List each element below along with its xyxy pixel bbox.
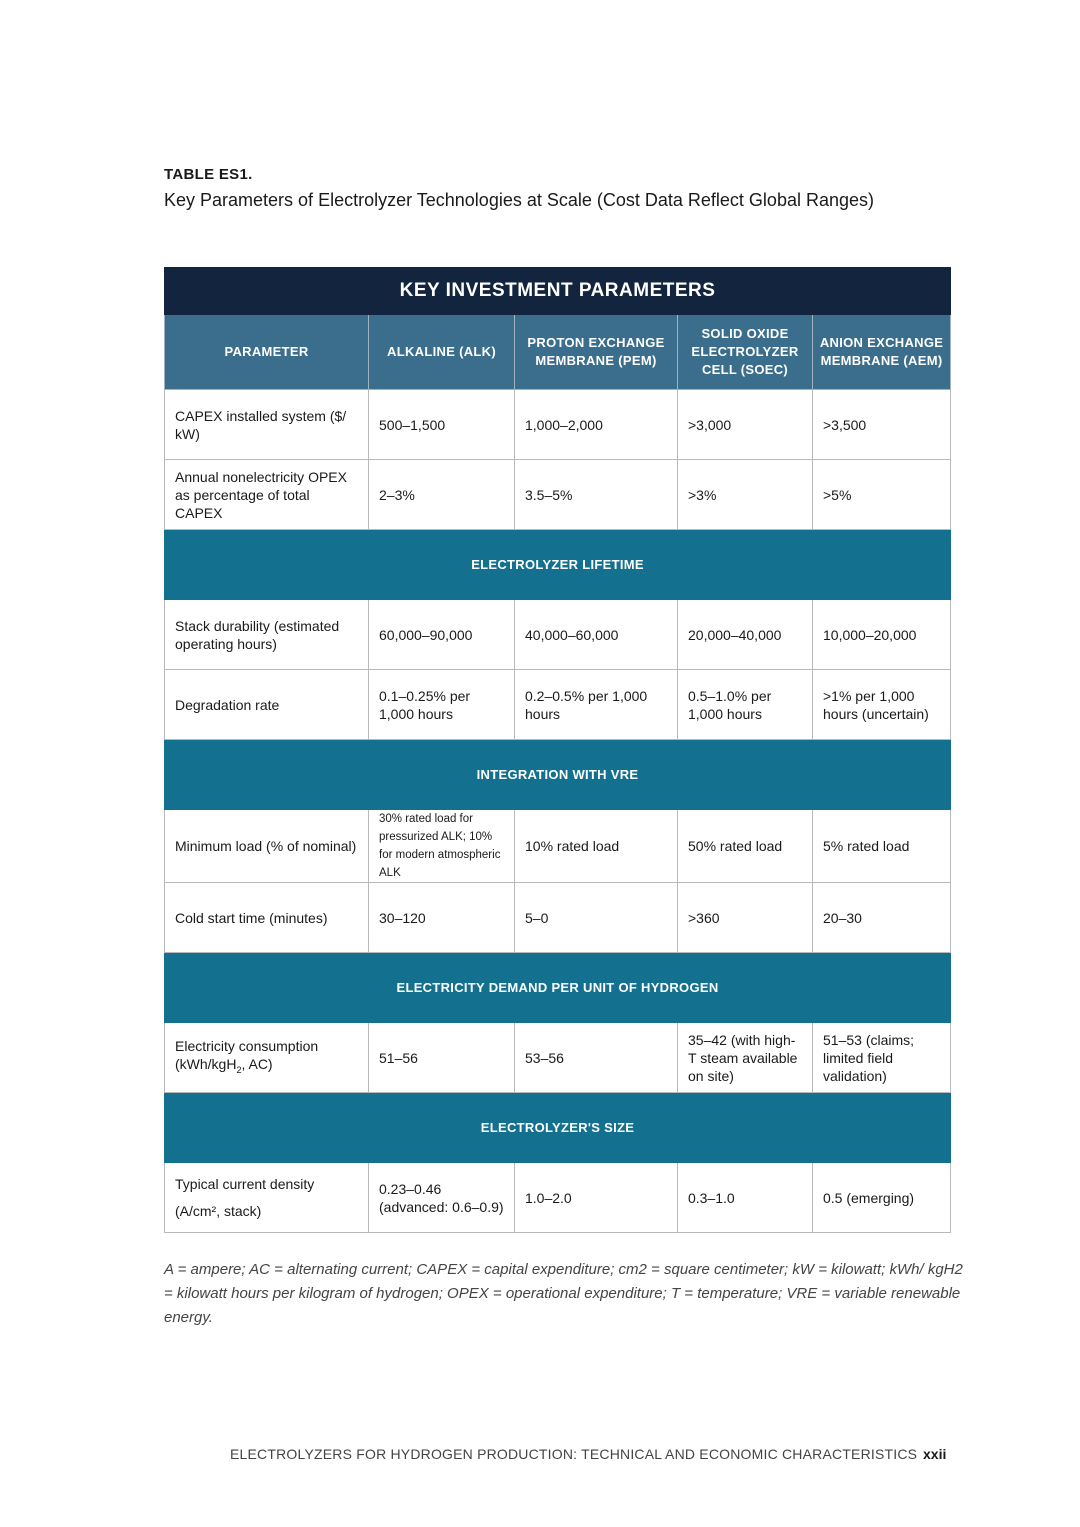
column-header-aem: ANION EXCHANGE MEMBRANE (AEM) <box>813 315 951 390</box>
cell-aem: 5% rated load <box>813 810 951 883</box>
column-header-pem: PROTON EXCHANGE MEMBRANE (PEM) <box>515 315 678 390</box>
cell-alk: 2–3% <box>369 460 515 530</box>
cell-pem: 53–56 <box>515 1023 678 1093</box>
table-row <box>165 883 951 953</box>
param-prefix: Electricity consumption (kWh/kgH <box>175 1037 319 1072</box>
cell-param: Annual nonelectricity OPEX as percentage of total CAPEX <box>165 460 369 530</box>
cell-aem: >1% per 1,000 hours (uncertain) <box>813 670 951 740</box>
cell-soec: >3% <box>678 460 813 530</box>
cell-pem: 3.5–5% <box>515 460 678 530</box>
cell-param: Degradation rate <box>165 670 369 740</box>
cell-soec: 0.3–1.0 <box>678 1163 813 1233</box>
cell-pem: 0.2–0.5% per 1,000 hours <box>515 670 678 740</box>
table-label: TABLE ES1. <box>164 166 253 183</box>
column-header-parameter: PARAMETER <box>165 315 369 390</box>
param-subscript: 2 <box>236 1064 242 1075</box>
param-line-2: (A/cm², stack) <box>175 1202 262 1219</box>
cell-aem: 51–53 (claims; limited field validation) <box>813 1023 951 1093</box>
section-header-size: ELECTROLYZER'S SIZE <box>165 1093 951 1163</box>
cell-aem: 10,000–20,000 <box>813 600 951 670</box>
cell-alk: 0.23–0.46 (advanced: 0.6–0.9) <box>369 1163 515 1233</box>
column-header-soec: SOLID OXIDE ELECTROLYZER CELL (SOEC) <box>678 315 813 390</box>
cell-pem: 40,000–60,000 <box>515 600 678 670</box>
param-line-1: Typical current density <box>175 1175 315 1192</box>
cell-soec: 0.5–1.0% per 1,000 hours <box>678 670 813 740</box>
cell-aem: >5% <box>813 460 951 530</box>
table-row <box>165 390 951 460</box>
cell-soec: 35–42 (with high-T steam available on site) <box>678 1023 813 1093</box>
cell-soec: 50% rated load <box>678 810 813 883</box>
parameters-table <box>164 267 951 1233</box>
table-row <box>165 1163 951 1233</box>
table-row <box>165 1023 951 1093</box>
cell-pem: 1.0–2.0 <box>515 1163 678 1233</box>
cell-pem: 5–0 <box>515 883 678 953</box>
cell-aem: 0.5 (emerging) <box>813 1163 951 1233</box>
cell-soec: >360 <box>678 883 813 953</box>
cell-alk: 51–56 <box>369 1023 515 1093</box>
cell-param: Minimum load (% of nominal) <box>165 810 369 883</box>
cell-aem: 20–30 <box>813 883 951 953</box>
parameters-table-container <box>164 267 950 1233</box>
cell-soec: 20,000–40,000 <box>678 600 813 670</box>
param-suffix: , AC) <box>241 1055 273 1072</box>
page-number: xxii <box>923 1446 947 1462</box>
main-header: KEY INVESTMENT PARAMETERS <box>165 268 951 315</box>
cell-param: CAPEX installed system ($/ kW) <box>165 390 369 460</box>
cell-alk: 30% rated load for pressurized ALK; 10% for modern atmospheric ALK <box>369 810 515 883</box>
column-header-alk: ALKALINE (ALK) <box>369 315 515 390</box>
cell-alk: 0.1–0.25% per 1,000 hours <box>369 670 515 740</box>
cell-alk: 60,000–90,000 <box>369 600 515 670</box>
cell-param <box>165 1023 369 1093</box>
running-footer: ELECTROLYZERS FOR HYDROGEN PRODUCTION: TECHNICAL AND ECONOMIC CHARACTERISTICS <box>230 1446 918 1462</box>
cell-param: Cold start time (minutes) <box>165 883 369 953</box>
cell-param: Stack durability (estimated operating hours) <box>165 600 369 670</box>
table-row <box>165 810 951 883</box>
cell-pem: 10% rated load <box>515 810 678 883</box>
cell-soec: >3,000 <box>678 390 813 460</box>
cell-alk: 30–120 <box>369 883 515 953</box>
section-header-lifetime: ELECTROLYZER LIFETIME <box>165 530 951 600</box>
section-header-vre: INTEGRATION WITH VRE <box>165 740 951 810</box>
table-row <box>165 600 951 670</box>
abbreviations-note: A = ampere; AC = alternating current; CAPEX = capital expenditure; cm2 = square centimeter; kW = kilowatt; kWh/ kgH2 = kilowatt hours per kilogram of hydrogen; OPEX = operational expenditure; T = temperature; VRE = variable renewable energy. <box>164 1261 963 1326</box>
section-header-demand: ELECTRICITY DEMAND PER UNIT OF HYDROGEN <box>165 953 951 1023</box>
table-row <box>165 670 951 740</box>
table-row <box>165 460 951 530</box>
cell-aem: >3,500 <box>813 390 951 460</box>
cell-pem: 1,000–2,000 <box>515 390 678 460</box>
table-title: Key Parameters of Electrolyzer Technologies at Scale (Cost Data Reflect Global Ranges) <box>164 190 874 210</box>
cell-alk: 500–1,500 <box>369 390 515 460</box>
cell-param <box>165 1163 369 1233</box>
